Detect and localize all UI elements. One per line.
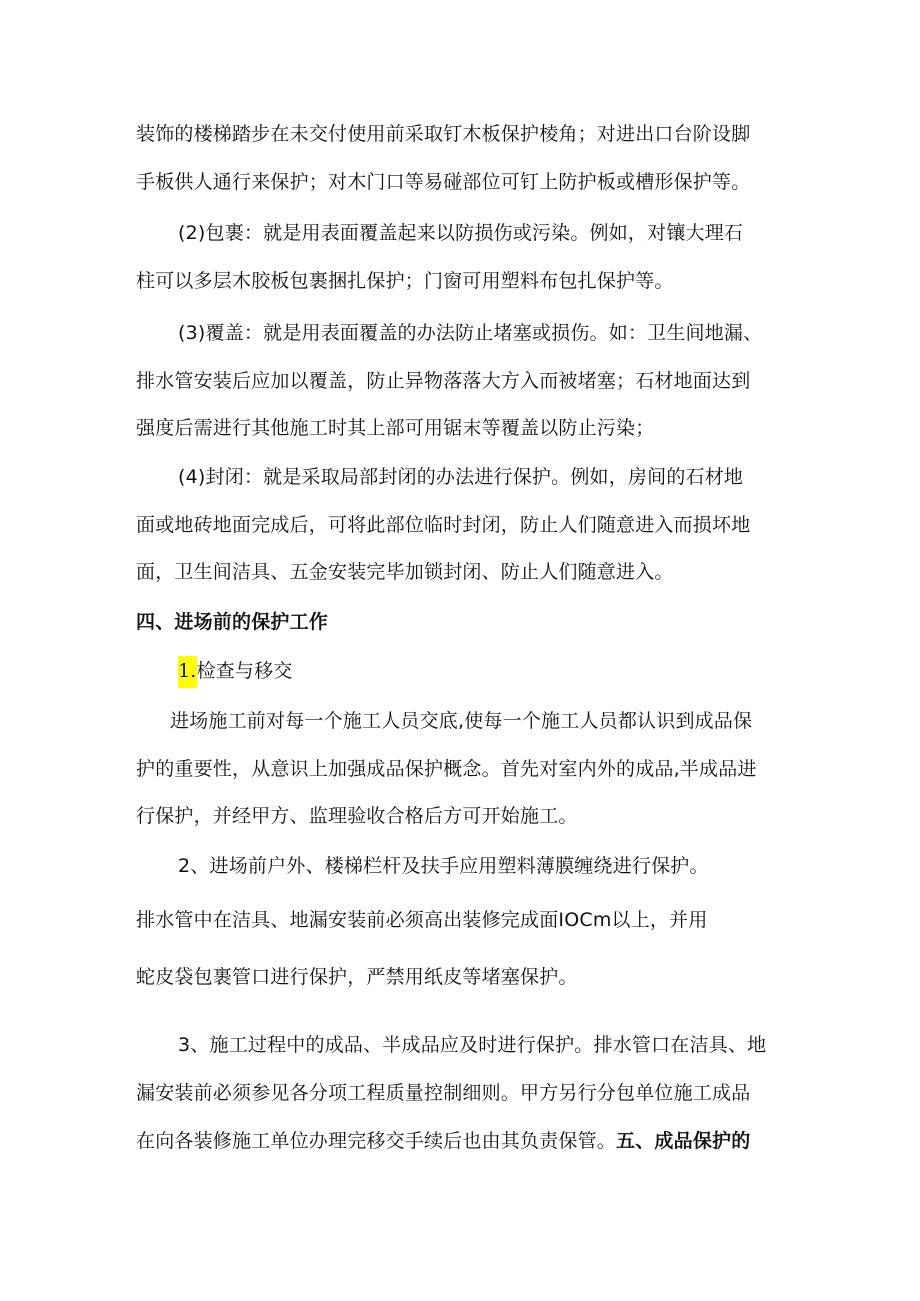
- paragraph-line: 护的重要性，从意识上加强成品保护概念。首先对室内外的成品,半成品进: [136, 758, 757, 780]
- paragraph-line: 蛇皮袋包裹管口进行保护，严禁用纸皮等堵塞保护。: [136, 966, 578, 988]
- section-heading: 四、进场前的保护工作: [136, 611, 329, 633]
- paragraph-line: 进场施工前对每一个施工人员交底,使每一个施工人员都认识到成品保: [170, 710, 753, 732]
- subsection-heading: [178, 656, 293, 686]
- paragraph-line: 排水管中在洁具、地漏安装前必须高出装修完成面IOCm以上，并用: [136, 909, 708, 931]
- paragraph-line: 2、进场前户外、楼梯栏杆及扶手应用塑料薄膜缠绕进行保护。: [178, 855, 709, 877]
- paragraph-line: 行保护，并经甲方、监理验收合格后方可开始施工。: [136, 805, 578, 827]
- paragraph-line: 柱可以多层木胶板包裹捆扎保护；门窗可用塑料布包扎保护等。: [136, 270, 674, 292]
- paragraph-line: 面，卫生间洁具、五金安装完毕加锁封闭、防止人们随意进入。: [136, 561, 674, 583]
- subsection-title: 检查与移交: [196, 660, 293, 682]
- paragraph-line: (3)覆盖：就是用表面覆盖的办法防止堵塞或损伤。如：卫生间地漏、: [178, 322, 763, 344]
- paragraph-line: 排水管安装后应加以覆盖，防止异物落落大方入而被堵塞；石材地面达到: [136, 370, 751, 392]
- paragraph-line: 装饰的楼梯踏步在未交付使用前采取钉木板保护棱角；对进出口台阶设脚: [136, 123, 751, 145]
- paragraph-line: 手板供人通行来保护；对木门口等易碰部位可钉上防护板或槽形保护等。: [136, 171, 751, 193]
- paragraph-line: 漏安装前必须参见各分项工程质量控制细则。甲方另行分包单位施工成品: [136, 1082, 751, 1104]
- paragraph-line: (4)封闭：就是采取局部封闭的办法进行保护。例如，房间的石材地: [178, 466, 744, 488]
- paragraph-line: 强度后需进行其他施工时其上部可用锯末等覆盖以防止污染；: [136, 417, 655, 439]
- paragraph-line: [136, 1126, 750, 1156]
- paragraph-line: (2)包裹：就是用表面覆盖起来以防损伤或污染。例如，对镶大理石: [178, 222, 744, 244]
- paragraph-text: 在向各装修施工单位办理完移交手续后也由其负责保管。: [136, 1130, 617, 1152]
- paragraph-line: 面或地砖地面完成后，可将此部位临时封闭，防止人们随意进入而损坏地: [136, 514, 751, 536]
- paragraph-line: 3、施工过程中的成品、半成品应及时进行保护。排水管口在洁具、地: [178, 1034, 767, 1056]
- section-heading-inline: 五、成品保护的: [616, 1130, 751, 1152]
- highlighted-number: 1.: [178, 656, 197, 688]
